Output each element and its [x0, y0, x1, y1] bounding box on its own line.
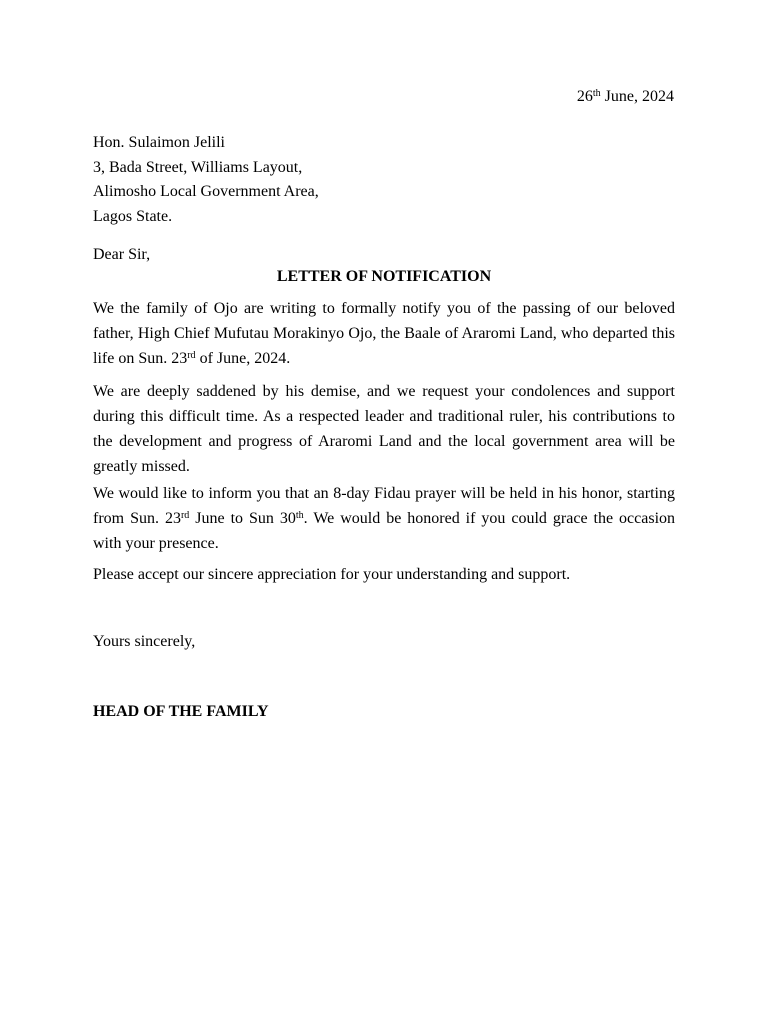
paragraph-3 [93, 481, 675, 556]
signatory: HEAD OF THE FAMILY [93, 703, 269, 720]
date-day-suffix: th [592, 88, 601, 99]
paragraph-1 [93, 296, 675, 371]
date-month-year: June, 2024 [600, 88, 674, 105]
address-line-1: 3, Bada Street, Williams Layout, [93, 158, 303, 176]
letter-date [577, 86, 674, 108]
salutation: Dear Sir, [93, 246, 151, 263]
paragraph-2: We are deeply saddened by his demise, and we request your condolences and support during this difficult time. As a respected leader and traditional ruler, his contributions to the development and progress of Araromi Land and the local government area will be greatly missed. [93, 383, 675, 475]
recipient-address [93, 131, 319, 229]
date-day: 26 [576, 88, 593, 105]
paragraph-3-sup-1: rd [180, 510, 190, 521]
address-line-2: Alimosho Local Government Area, [93, 183, 319, 200]
paragraph-1-sup: rd [187, 350, 196, 361]
paragraph-1-text-before: We the family of Ojo are writing to formally notify you of the passing of our beloved father, High Chief Mufutau Morakinyo Ojo, the Baale of Araromi Land, who departed this life on Sun. 23 [93, 300, 675, 367]
paragraph-3-sup-2: th [295, 510, 304, 521]
paragraph-1-text-after: of June, 2024. [195, 350, 291, 367]
address-line-3: Lagos State. [93, 207, 173, 225]
paragraph-3-text-3: . We would be honored if you could grace the occasion with your presence. [93, 510, 676, 552]
paragraph-3-text-1: We would like to inform you that an 8-day Fidau prayer will be held in his honor, starting from Sun. 23 [93, 485, 675, 527]
paragraph-3-text-2: June to Sun 30 [189, 510, 296, 527]
closing: Yours sincerely, [93, 633, 196, 650]
letter-subject: LETTER OF NOTIFICATION [276, 268, 492, 285]
recipient-name: Hon. Sulaimon Jelili [93, 134, 225, 151]
paragraph-4: Please accept our sincere appreciation for your understanding and support. [93, 566, 571, 583]
